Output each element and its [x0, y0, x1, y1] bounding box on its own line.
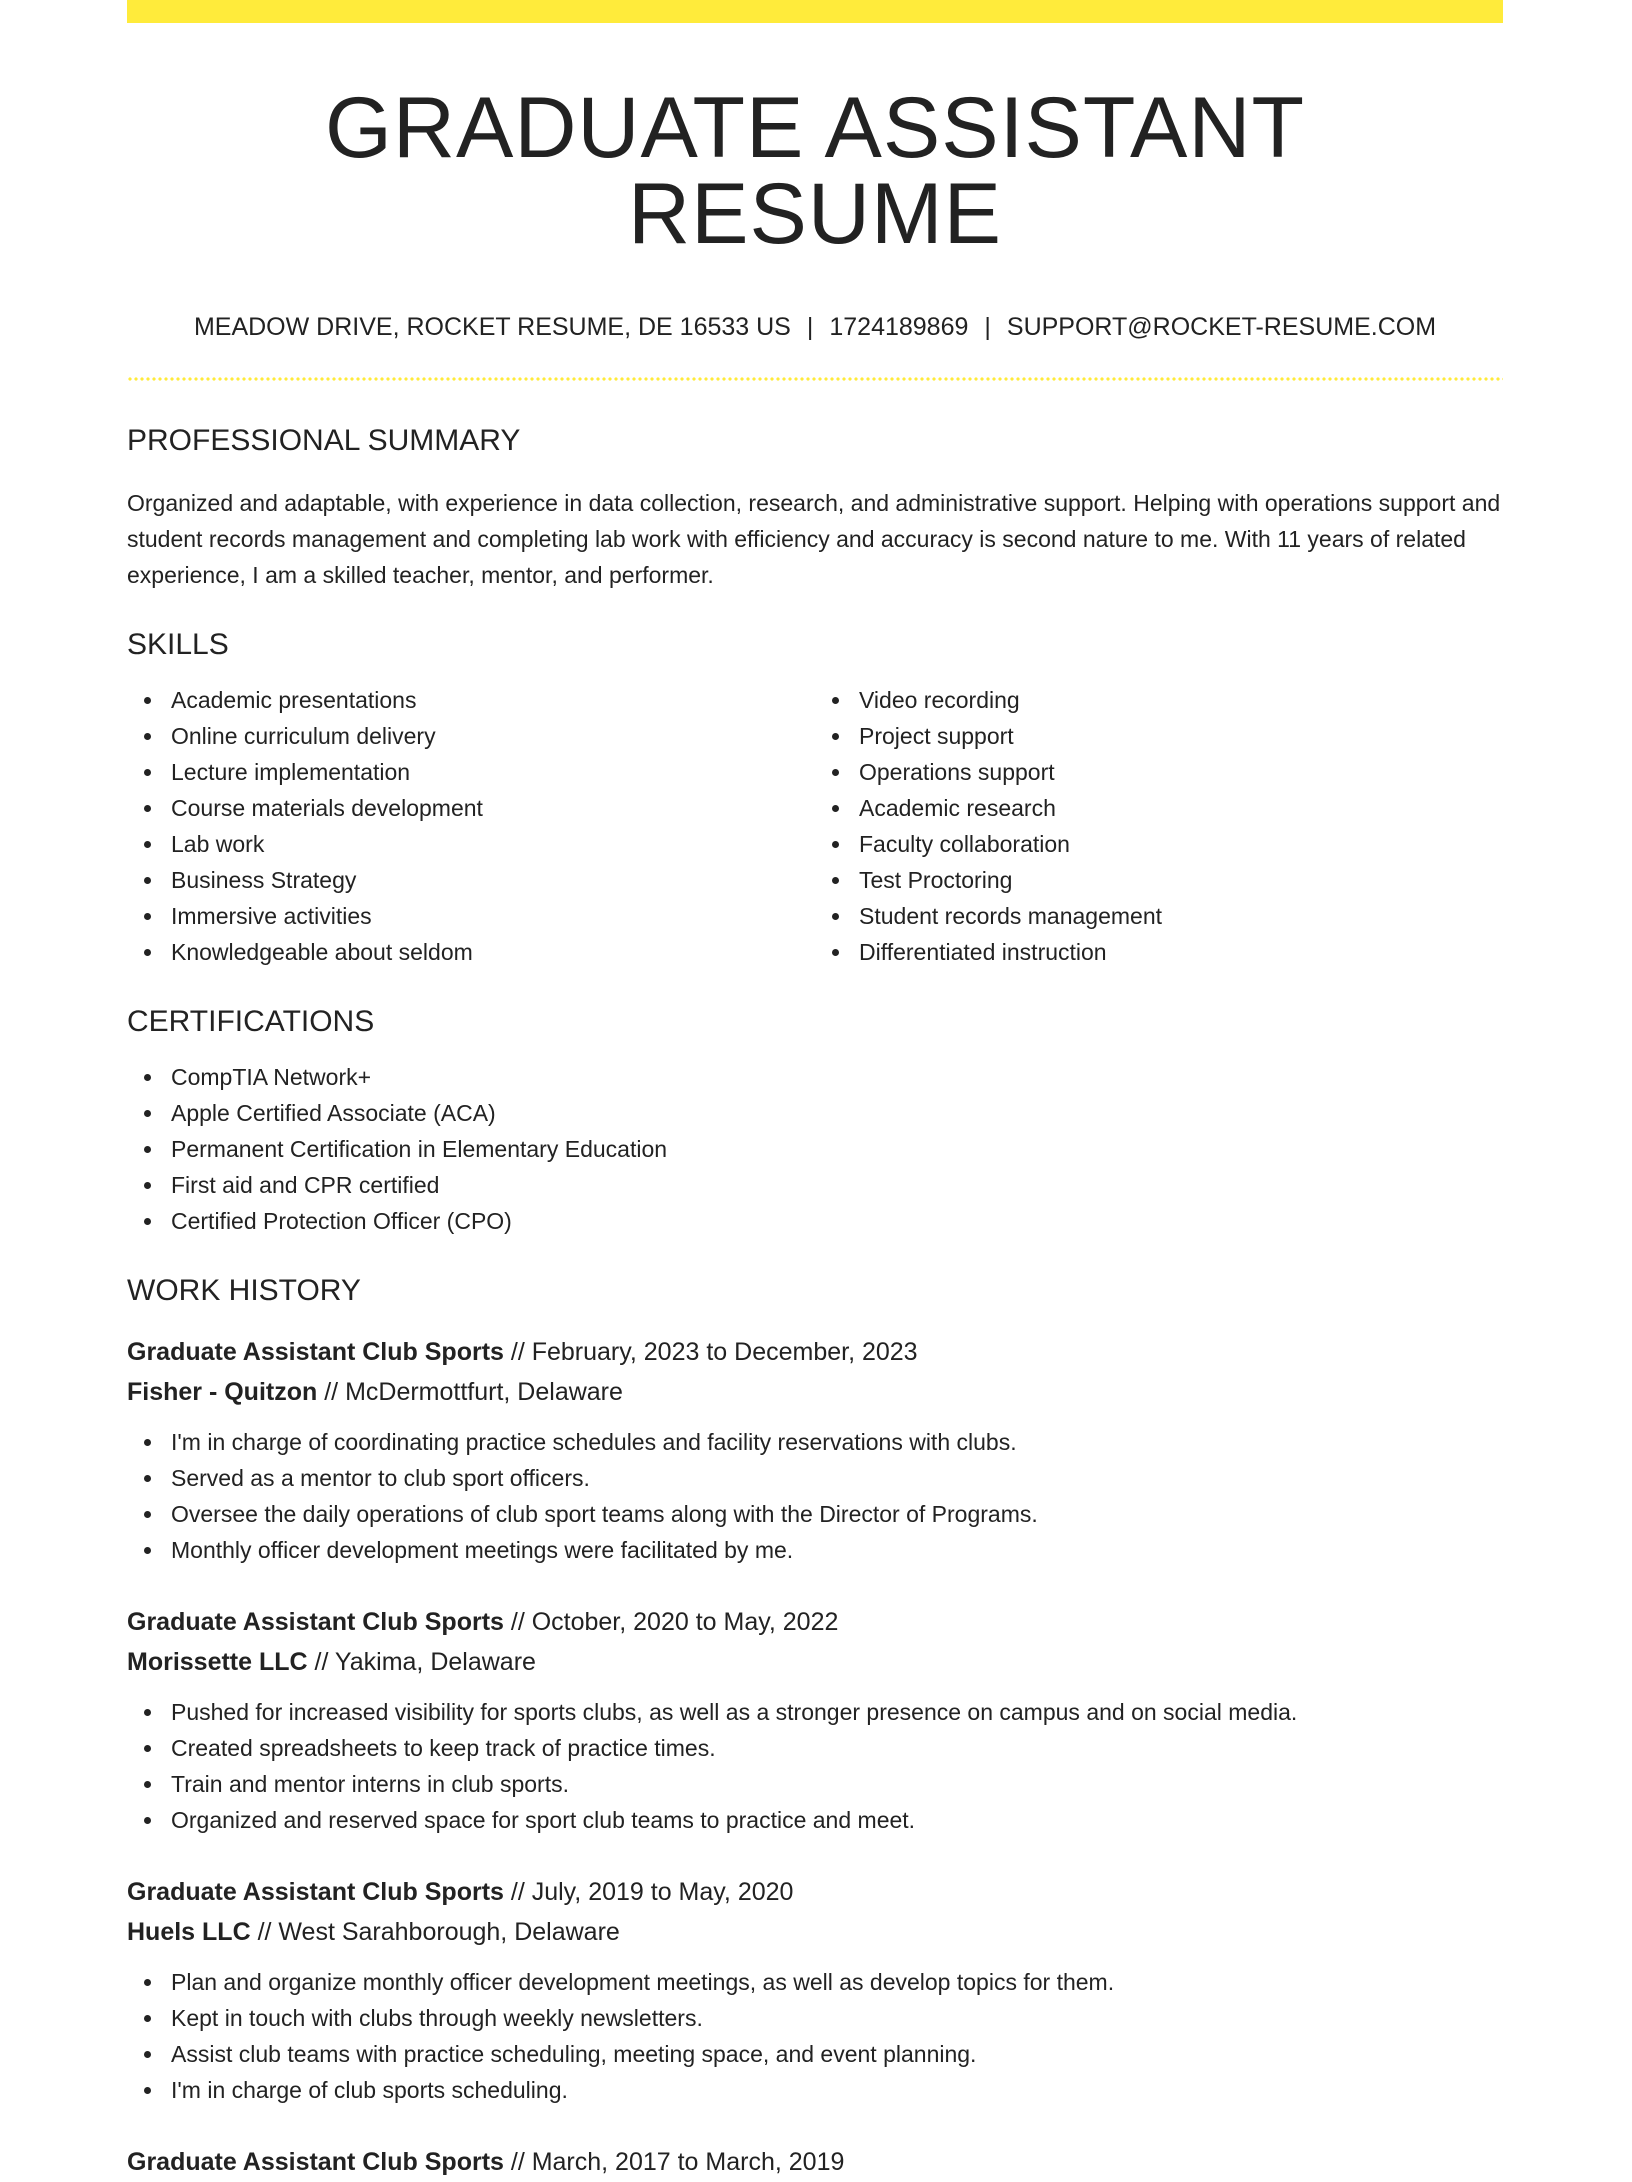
job-role: Graduate Assistant Club Sports: [127, 2148, 504, 2176]
contact-phone: 1724189869: [829, 313, 969, 341]
job-bullet: Kept in touch with clubs through weekly newsletters.: [171, 2000, 1503, 2036]
resume-page: [127, 0, 1503, 2182]
job-role: Graduate Assistant Club Sports: [127, 1608, 504, 1636]
job-role-line: [127, 1602, 1503, 1642]
contact-email: SUPPORT@ROCKET-RESUME.COM: [1006, 313, 1437, 341]
top-accent-bar: [127, 0, 1503, 23]
skills-list-right: [815, 682, 1503, 970]
skill-item: Business Strategy: [171, 862, 815, 898]
skill-item: Course materials development: [171, 790, 815, 826]
job-role-line: [127, 1332, 1503, 1372]
skills-list-left: [127, 682, 815, 970]
contact-address: MEADOW DRIVE, ROCKET RESUME, DE 16533 US: [193, 313, 791, 341]
job-company: Fisher - Quitzon: [127, 1378, 318, 1406]
dotted-divider: [127, 377, 1503, 381]
skills-heading: SKILLS: [127, 628, 229, 661]
job-dates: // October, 2020 to May, 2022: [503, 1608, 839, 1636]
job-role: Graduate Assistant Club Sports: [127, 1878, 504, 1906]
job-location: // Yakima, Delaware: [307, 1648, 536, 1676]
job-role-line: [127, 2142, 1503, 2182]
job-bullet: Served as a mentor to club sport officers.: [171, 1460, 1503, 1496]
job-company: Morissette LLC: [127, 1648, 308, 1676]
job-bullet: I'm in charge of coordinating practice schedules and facility reservations with clubs.: [171, 1424, 1503, 1460]
job-entry: [127, 1332, 1503, 1568]
job-bullets: [127, 1424, 1503, 1568]
job-entry: [127, 1872, 1503, 2108]
skill-item: Lab work: [171, 826, 815, 862]
job-company: Huels LLC: [127, 1918, 251, 1946]
job-dates: // July, 2019 to May, 2020: [503, 1878, 794, 1906]
job-entry: [127, 2142, 1503, 2182]
skill-item: Project support: [859, 718, 1503, 754]
job-bullet: Train and mentor interns in club sports.: [171, 1766, 1503, 1802]
skill-item: Knowledgeable about seldom: [171, 934, 815, 970]
skill-item: Online curriculum delivery: [171, 718, 815, 754]
resume-title: GRADUATE ASSISTANT RESUME: [324, 80, 1306, 262]
job-bullet: Organized and reserved space for sport club teams to practice and meet.: [171, 1802, 1503, 1838]
job-bullets: [127, 1694, 1503, 1838]
skill-item: Immersive activities: [171, 898, 815, 934]
summary-heading: PROFESSIONAL SUMMARY: [127, 424, 521, 457]
certification-item: Apple Certified Associate (ACA): [171, 1095, 1503, 1131]
skill-item: Operations support: [859, 754, 1503, 790]
skill-item: Student records management: [859, 898, 1503, 934]
skills-columns: [127, 682, 1503, 970]
skill-item: Differentiated instruction: [859, 934, 1503, 970]
skill-item: Test Proctoring: [859, 862, 1503, 898]
job-bullet: Pushed for increased visibility for sports clubs, as well as a stronger presence on campus and on social media.: [171, 1694, 1503, 1730]
job-bullet: Plan and organize monthly officer development meetings, as well as develop topics for them.: [171, 1964, 1503, 2000]
job-bullet: Assist club teams with practice scheduling, meeting space, and event planning.: [171, 2036, 1503, 2072]
certification-item: CompTIA Network+: [171, 1059, 1503, 1095]
skill-item: Academic research: [859, 790, 1503, 826]
job-bullet: I'm in charge of club sports scheduling.: [171, 2072, 1503, 2108]
contact-separator: |: [806, 313, 814, 341]
job-dates: // March, 2017 to March, 2019: [503, 2148, 845, 2176]
certification-item: Certified Protection Officer (CPO): [171, 1203, 1503, 1239]
skill-item: Video recording: [859, 682, 1503, 718]
job-entry: [127, 1602, 1503, 1838]
job-location: // West Sarahborough, Delaware: [250, 1918, 620, 1946]
job-bullet: Created spreadsheets to keep track of practice times.: [171, 1730, 1503, 1766]
summary-text: Organized and adaptable, with experience in data collection, research, and administrative support. Helping with operations support and student records management and completing lab work with efficiency and accuracy is second nature to me. With 11 years of related experience, I am a skilled teacher, mentor, and performer.: [127, 490, 1501, 588]
job-dates: // February, 2023 to December, 2023: [503, 1338, 918, 1366]
skill-item: Lecture implementation: [171, 754, 815, 790]
job-bullet: Oversee the daily operations of club sport teams along with the Director of Programs.: [171, 1496, 1503, 1532]
job-location: // McDermottfurt, Delaware: [317, 1378, 623, 1406]
certifications-heading: CERTIFICATIONS: [127, 1005, 375, 1038]
job-company-line: [127, 1372, 1503, 1412]
job-role: Graduate Assistant Club Sports: [127, 1338, 504, 1366]
work-history-heading: WORK HISTORY: [127, 1274, 361, 1307]
skill-item: Faculty collaboration: [859, 826, 1503, 862]
contact-line: [127, 315, 1503, 340]
certification-item: Permanent Certification in Elementary Education: [171, 1131, 1503, 1167]
certification-item: First aid and CPR certified: [171, 1167, 1503, 1203]
contact-separator: |: [984, 313, 991, 341]
skill-item: Academic presentations: [171, 682, 815, 718]
job-bullets: [127, 1964, 1503, 2108]
job-role-line: [127, 1872, 1503, 1912]
certifications-list: [127, 1059, 1503, 1239]
job-company-line: [127, 1912, 1503, 1952]
job-company-line: [127, 1642, 1503, 1682]
job-bullet: Monthly officer development meetings were facilitated by me.: [171, 1532, 1503, 1568]
